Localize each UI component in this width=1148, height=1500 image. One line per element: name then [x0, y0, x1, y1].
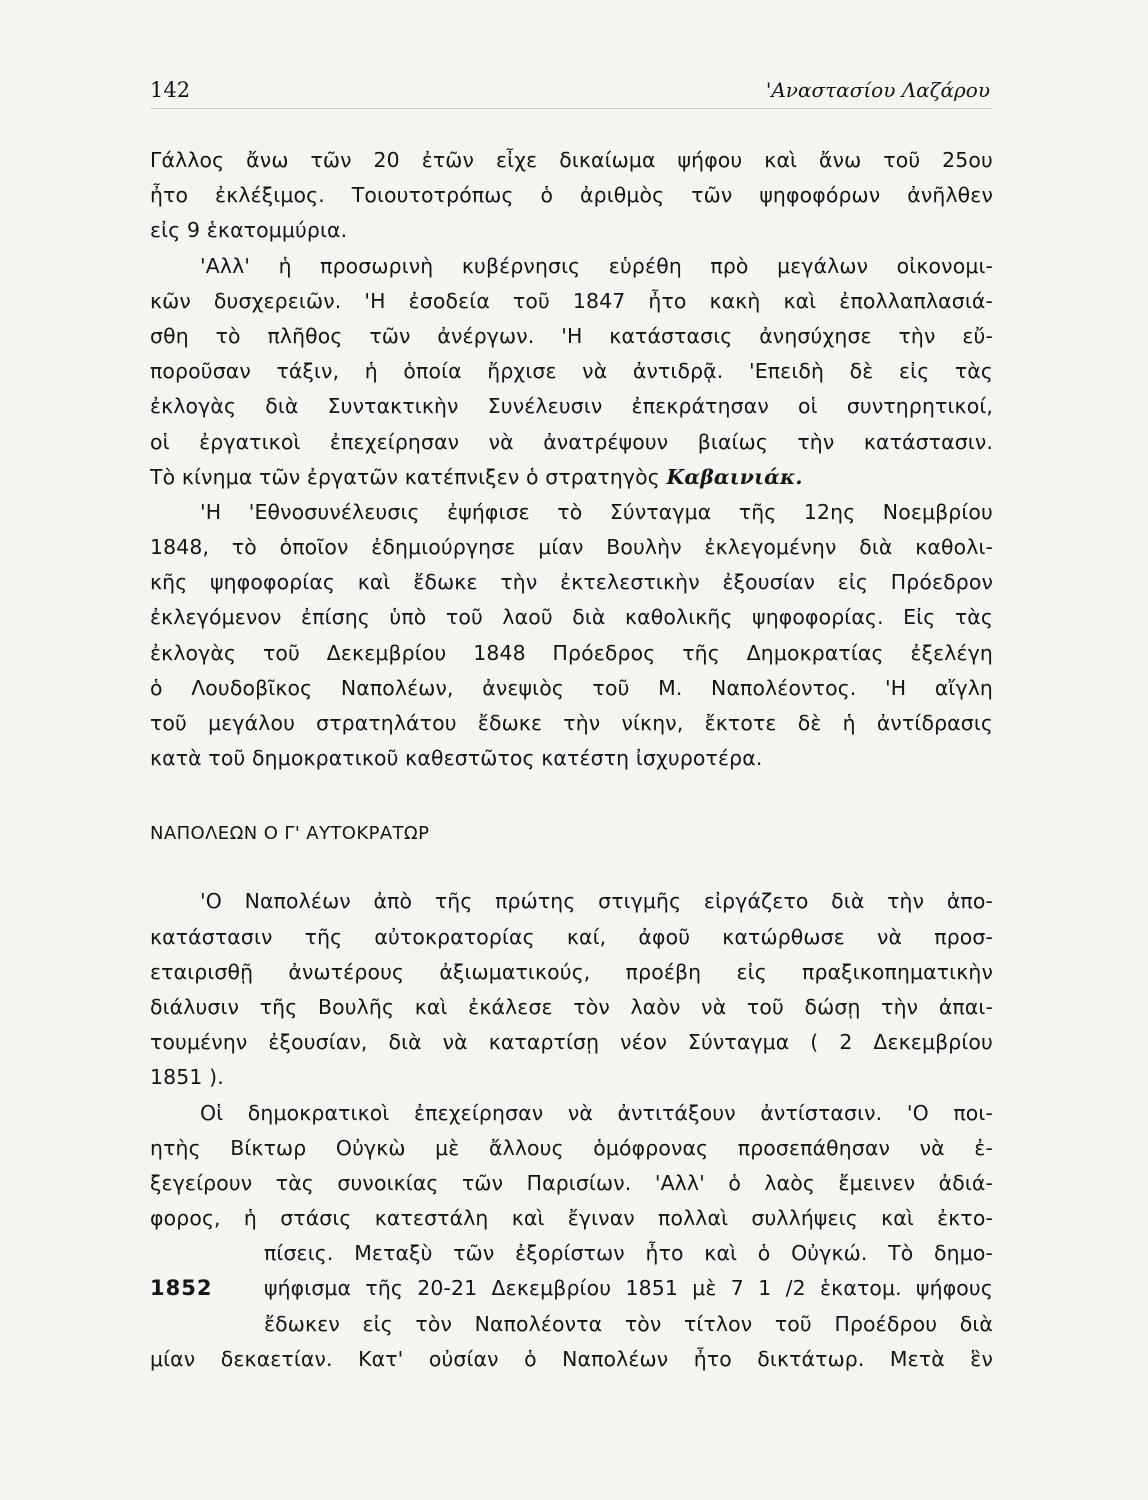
text-line [150, 460, 993, 495]
margin-year: 1852 [150, 1276, 213, 1301]
paragraph [150, 1096, 993, 1378]
text-line: 'Η 'Εθνοσυνέλευσις ἐψήφισε τὸ Σύνταγμα τῆς 12ης Νοεμβρίου [200, 499, 993, 524]
italic-name: Καβαινιάκ. [666, 464, 803, 489]
text-line: 'Ο Ναπολέων ἀπὸ τῆς πρώτης στιγμῆς εἰργάζετο διὰ τὴν ἀπο- [200, 889, 993, 914]
page-header [150, 74, 993, 109]
text-line: ποροῦσαν τάξιν, ἡ ὁποία ἤρχισε νὰ ἀντιδρᾷ. 'Επειδὴ δὲ εἰς τὰς [150, 359, 993, 384]
text-line: πίσεις. Μεταξὺ τῶν ἐξορίστων ἦτο καὶ ὁ Οὐγκώ. Τὸ δημο- [264, 1241, 993, 1266]
paragraph [150, 884, 993, 1095]
section-heading: ΝΑΠΟΛΕΩΝ Ο Γ' ΑΥΤΟΚΡΑΤΩΡ [150, 823, 430, 845]
text-line [150, 1271, 993, 1306]
text-line: ξεγείρουν τὰς συνοικίας τῶν Παρισίων. 'Αλλ' ὁ λαὸς ἔμεινεν ἀδιά- [150, 1170, 993, 1195]
running-head: 'Αναστασίου Λαζάρου [765, 78, 990, 102]
page-number: 142 [150, 78, 191, 102]
text-line: σθη τὸ πλῆθος τῶν ἀνέργων. 'Η κατάστασις ἀνησύχησε τὴν εὔ- [150, 323, 993, 348]
text-line: ἔδωκεν εἰς τὸν Ναπολέοντα τὸν τίτλον τοῦ Προέδρου διὰ [264, 1311, 993, 1336]
text-line: Γάλλος ἄνω τῶν 20 ἐτῶν εἶχε δικαίωμα ψήφου καὶ ἄνω τοῦ 25ου [150, 148, 993, 172]
text-line: 1851 ). [150, 1065, 224, 1090]
text-line: ὁ Λουδοβῖκος Ναπολέων, ἀνεψιὸς τοῦ Μ. Ναπολέοντος. 'Η αἴγλη [150, 675, 993, 700]
text-line: τουμένην ἐξουσίαν, διὰ νὰ καταρτίσῃ νέον Σύνταγμα ( 2 Δεκεμβρίου [150, 1030, 993, 1055]
text-segment: Τὸ κίνημα τῶν ἐργατῶν κατέπνιξεν ὁ στρατηγὸς [150, 464, 667, 489]
text-line: ἐκλεγόμενον ἐπίσης ὑπὸ τοῦ λαοῦ διὰ καθολικῆς ψηφοφορίας. Εἰς τὰς [150, 605, 993, 630]
paragraph [150, 143, 993, 249]
text-line: τοῦ μεγάλου στρατηλάτου ἔδωκε τὴν νίκην, ἔκτοτε δὲ ἡ ἀντίδρασις [150, 711, 993, 735]
text-line: 'Αλλ' ἡ προσωρινὴ κυβέρνησις εὑρέθη πρὸ μεγάλων οἰκονομι- [200, 253, 993, 278]
text-line: Οἱ δημοκρατικοὶ ἐπεχείρησαν νὰ ἀντιτάξουν ἀντίστασιν. 'Ο ποι- [200, 1100, 993, 1125]
text-line: οἱ ἐργατικοὶ ἐπεχείρησαν νὰ ἀνατρέψουν βιαίως τὴν κατάστασιν. [150, 429, 993, 454]
text-line: κῆς ψηφοφορίας καὶ ἔδωκε τὴν ἐκτελεστικὴν ἐξουσίαν εἰς Πρόεδρον [150, 570, 993, 595]
text-line: εἰς 9 ἑκατομμύρια. [150, 218, 348, 243]
text-line: κατὰ τοῦ δημοκρατικοῦ καθεστῶτος κατέστη ἰσχυροτέρα. [150, 746, 763, 771]
text-line: 1848, τὸ ὁποῖον ἐδημιούργησε μίαν Βουλὴν ἐκλεγομένην διὰ καθολι- [150, 535, 993, 560]
text-line: ητὴς Βίκτωρ Οὐγκὼ μὲ ἄλλους ὁμόφρονας προσεπάθησαν νὰ ἐ- [150, 1135, 993, 1160]
text-line: διάλυσιν τῆς Βουλῆς καὶ ἐκάλεσε τὸν λαὸν νὰ τοῦ δώσῃ τὴν ἀπαι- [150, 994, 993, 1019]
body-text [150, 143, 993, 1377]
text-line: μίαν δεκαετίαν. Κατ' οὐσίαν ὁ Ναπολέων ἦτο δικτάτωρ. Μετὰ ἓν [150, 1346, 993, 1371]
paragraph [150, 495, 993, 777]
text-line: ἦτο ἐκλέξιμος. Τοιουτοτρόπως ὁ ἀριθμὸς τῶν ψηφοφόρων ἀνῆλθεν [150, 183, 993, 208]
text-line: φορος, ἡ στάσις κατεστάλη καὶ ἔγιναν πολλαὶ συλλήψεις καὶ ἐκτο- [150, 1206, 993, 1231]
text-line-content: ψήφισμα τῆς 20-21 Δεκεμβρίου 1851 μὲ 7 1 /2 ἑκατομ. ψήφους [264, 1276, 993, 1301]
text-line: ἐκλογὰς διὰ Συντακτικὴν Συνέλευσιν ἐπεκράτησαν οἱ συντηρητικοί, [150, 394, 993, 419]
paragraph [150, 249, 993, 495]
text-line: κῶν δυσχερειῶν. 'Η ἐσοδεία τοῦ 1847 ἦτο κακὴ καὶ ἐπολλαπλασιά- [150, 288, 993, 313]
text-line: κατάστασιν τῆς αὐτοκρατορίας καί, ἀφοῦ κατώρθωσε νὰ προσ- [150, 924, 993, 949]
text-line: εταιρισθῇ ἀνωτέρους ἀξιωματικούς, προέβη εἰς πραξικοπηματικὴν [150, 959, 993, 984]
text-line: ἐκλογὰς τοῦ Δεκεμβρίου 1848 Πρόεδρος τῆς Δημοκρατίας ἐξελέγη [150, 640, 993, 665]
